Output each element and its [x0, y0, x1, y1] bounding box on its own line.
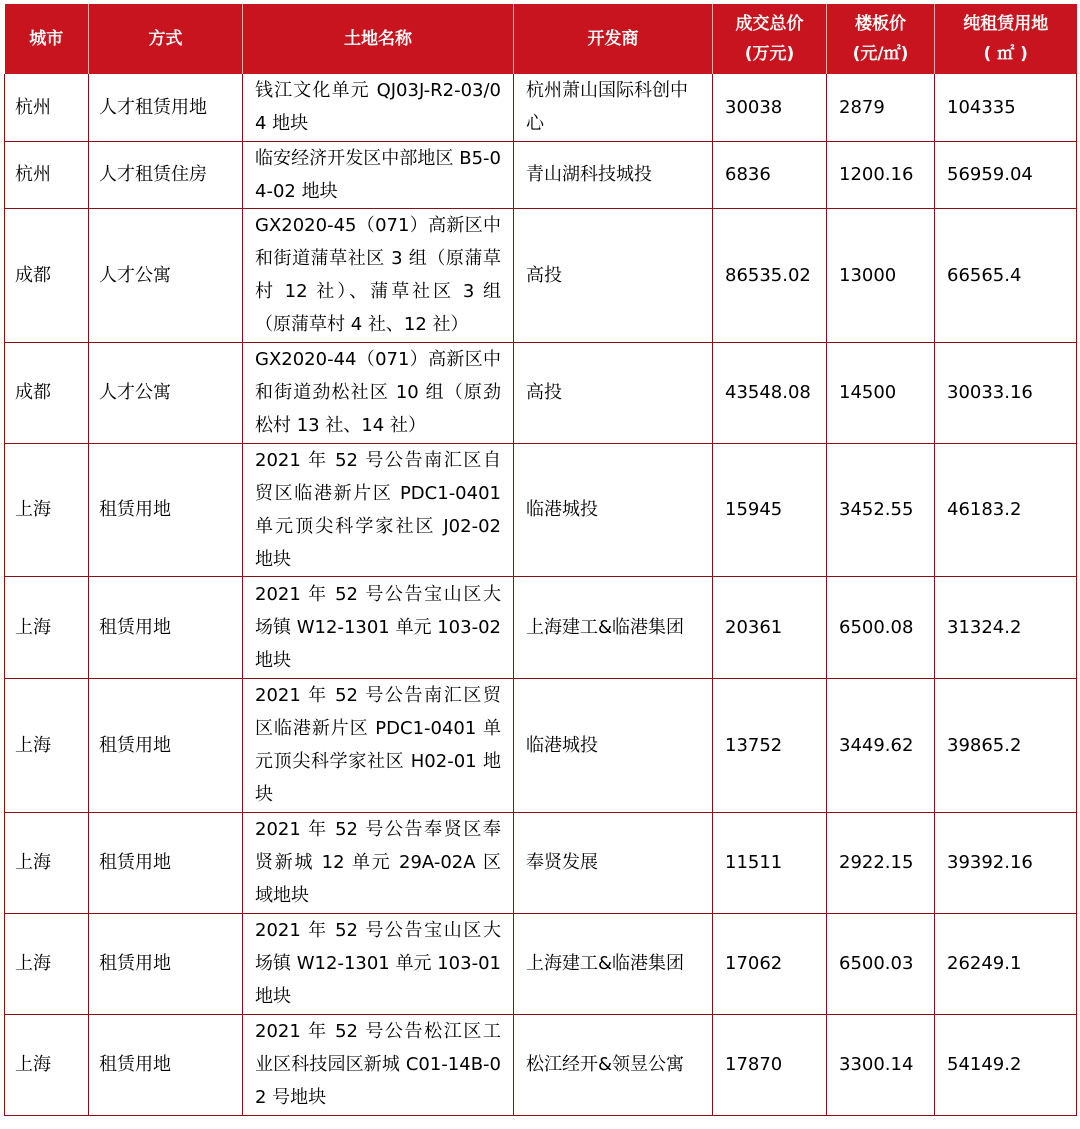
cell-total-price: 30038: [713, 74, 827, 141]
cell-city: 杭州: [5, 141, 89, 208]
cell-mode: 租赁用地: [89, 443, 243, 576]
cell-rental-area: 54149.2: [935, 1014, 1077, 1115]
cell-mode: 人才公寓: [89, 208, 243, 342]
cell-land-name: GX2020-44（071）高新区中和街道劲松社区 10 组（原劲松村 13 社、14 社）: [243, 342, 514, 443]
cell-city: 上海: [5, 576, 89, 678]
cell-total-price: 15945: [713, 443, 827, 576]
header-developer: 开发商: [514, 4, 713, 74]
cell-rental-area: 46183.2: [935, 443, 1077, 576]
cell-city: 上海: [5, 678, 89, 812]
cell-floor-price: 3452.55: [827, 443, 935, 576]
cell-floor-price: 13000: [827, 208, 935, 342]
cell-rental-area: 39392.16: [935, 812, 1077, 913]
header-rental-area: 纯租赁用地 ( ㎡ ): [935, 4, 1077, 74]
table-row: [5, 576, 1077, 678]
cell-land-name: 2021 年 52 号公告南汇区自贸区临港新片区 PDC1-0401 单元顶尖科学家社区 J02-02 地块: [243, 443, 514, 576]
cell-total-price: 43548.08: [713, 342, 827, 443]
cell-floor-price: 14500: [827, 342, 935, 443]
cell-total-price: 17870: [713, 1014, 827, 1115]
cell-floor-price: 3300.14: [827, 1014, 935, 1115]
table-row: [5, 678, 1077, 812]
cell-mode: 人才租赁住房: [89, 141, 243, 208]
cell-developer: 临港城投: [514, 678, 713, 812]
cell-city: 杭州: [5, 74, 89, 141]
cell-land-name: 2021 年 52 号公告宝山区大场镇 W12-1301 单元 103-01 地块: [243, 913, 514, 1014]
cell-city: 上海: [5, 443, 89, 576]
cell-developer: 高投: [514, 342, 713, 443]
header-total-price: 成交总价 (万元): [713, 4, 827, 74]
cell-city: 成都: [5, 342, 89, 443]
table-row: [5, 141, 1077, 208]
cell-developer: 上海建工&临港集团: [514, 913, 713, 1014]
cell-rental-area: 26249.1: [935, 913, 1077, 1014]
land-table-container: [4, 4, 1076, 1116]
cell-rental-area: 39865.2: [935, 678, 1077, 812]
cell-floor-price: 2922.15: [827, 812, 935, 913]
cell-mode: 人才公寓: [89, 342, 243, 443]
header-city: 城市: [5, 4, 89, 74]
cell-total-price: 6836: [713, 141, 827, 208]
cell-rental-area: 31324.2: [935, 576, 1077, 678]
cell-land-name: 2021 年 52 号公告南汇区贸区临港新片区 PDC1-0401 单元顶尖科学家社区 H02-01 地块: [243, 678, 514, 812]
cell-total-price: 86535.02: [713, 208, 827, 342]
cell-rental-area: 56959.04: [935, 141, 1077, 208]
cell-city: 上海: [5, 812, 89, 913]
cell-developer: 松江经开&领昱公寓: [514, 1014, 713, 1115]
cell-total-price: 17062: [713, 913, 827, 1014]
cell-floor-price: 6500.08: [827, 576, 935, 678]
cell-mode: 租赁用地: [89, 812, 243, 913]
cell-mode: 租赁用地: [89, 913, 243, 1014]
cell-mode: 人才租赁用地: [89, 74, 243, 141]
cell-land-name: GX2020-45（071）高新区中和街道蒲草社区 3 组（原蒲草村 12 社）、蒲草社区 3 组（原蒲草村 4 社、12 社）: [243, 208, 514, 342]
cell-developer: 奉贤发展: [514, 812, 713, 913]
cell-total-price: 11511: [713, 812, 827, 913]
cell-rental-area: 30033.16: [935, 342, 1077, 443]
table-row: [5, 74, 1077, 141]
cell-floor-price: 3449.62: [827, 678, 935, 812]
table-row: [5, 208, 1077, 342]
cell-developer: 高投: [514, 208, 713, 342]
cell-mode: 租赁用地: [89, 576, 243, 678]
cell-floor-price: 2879: [827, 74, 935, 141]
header-mode: 方式: [89, 4, 243, 74]
cell-land-name: 2021 年 52 号公告宝山区大场镇 W12-1301 单元 103-02 地块: [243, 576, 514, 678]
header-floor-price: 楼板价 (元/㎡): [827, 4, 935, 74]
table-header-row: [5, 4, 1077, 74]
cell-developer: 青山湖科技城投: [514, 141, 713, 208]
land-transactions-table: [4, 4, 1077, 1116]
table-row: [5, 443, 1077, 576]
cell-total-price: 20361: [713, 576, 827, 678]
cell-floor-price: 1200.16: [827, 141, 935, 208]
cell-city: 成都: [5, 208, 89, 342]
cell-land-name: 钱江文化单元 QJ03J-R2-03/04 地块: [243, 74, 514, 141]
cell-developer: 上海建工&临港集团: [514, 576, 713, 678]
cell-floor-price: 6500.03: [827, 913, 935, 1014]
cell-city: 上海: [5, 913, 89, 1014]
cell-mode: 租赁用地: [89, 1014, 243, 1115]
cell-developer: 杭州萧山国际科创中心: [514, 74, 713, 141]
cell-rental-area: 104335: [935, 74, 1077, 141]
cell-mode: 租赁用地: [89, 678, 243, 812]
table-row: [5, 913, 1077, 1014]
cell-land-name: 2021 年 52 号公告松江区工业区科技园区新城 C01-14B-02 号地块: [243, 1014, 514, 1115]
cell-city: 上海: [5, 1014, 89, 1115]
table-row: [5, 342, 1077, 443]
cell-total-price: 13752: [713, 678, 827, 812]
cell-land-name: 临安经济开发区中部地区 B5-04-02 地块: [243, 141, 514, 208]
table-row: [5, 812, 1077, 913]
cell-rental-area: 66565.4: [935, 208, 1077, 342]
cell-developer: 临港城投: [514, 443, 713, 576]
table-row: [5, 1014, 1077, 1115]
header-land-name: 土地名称: [243, 4, 514, 74]
cell-land-name: 2021 年 52 号公告奉贤区奉贤新城 12 单元 29A-02A 区域地块: [243, 812, 514, 913]
